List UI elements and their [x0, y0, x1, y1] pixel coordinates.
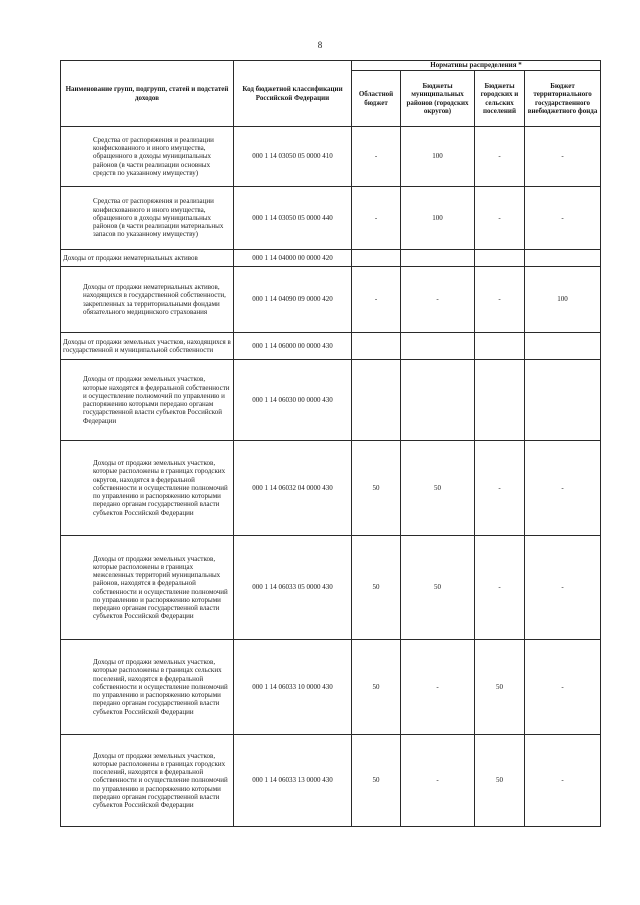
row-name: Средства от распоряжения и реализации конфискованного и иного имущества, обращенного в доходы муниципальных районов (в части реализации основных средств по указанному имуществу)	[61, 127, 234, 187]
header-settlements: Бюджеты городских и сельских поселений	[475, 71, 525, 127]
row-municipal: 100	[401, 187, 475, 250]
row-settlements: -	[475, 187, 525, 250]
row-regional	[352, 333, 401, 360]
row-settlements: 50	[475, 640, 525, 735]
row-municipal	[401, 250, 475, 267]
row-municipal	[401, 333, 475, 360]
row-code: 000 1 14 06030 00 0000 430	[234, 360, 352, 441]
row-municipal: 100	[401, 127, 475, 187]
row-tfoms: -	[525, 187, 601, 250]
row-name: Доходы от продажи нематериальных активов	[61, 250, 234, 267]
table-row	[61, 267, 601, 333]
table-row	[61, 250, 601, 267]
table-row	[61, 187, 601, 250]
row-name: Средства от распоряжения и реализации конфискованного и иного имущества, обращенного в доходы муниципальных районов (в части реализации материальных запасов по указанному имуществу)	[61, 187, 234, 250]
row-settlements	[475, 360, 525, 441]
row-tfoms: -	[525, 735, 601, 827]
header-tfoms: Бюджет территориального государственного внебюджетного фонда	[525, 71, 601, 127]
row-regional: 50	[352, 536, 401, 640]
row-tfoms	[525, 333, 601, 360]
row-name: Доходы от продажи земельных участков, которые расположены в границах сельских поселений, находятся в федеральной собственности и осуществление полномочий по управлению и распоряжению которыми передано органам государственной власти субъектов Российской Федерации	[61, 640, 234, 735]
row-name: Доходы от продажи земельных участков, которые находятся в федеральной собственности и осуществление полномочий по управлению и распоряжению которыми передано органам государственной власти субъектов Российской Федерации	[61, 360, 234, 441]
row-municipal	[401, 360, 475, 441]
row-tfoms: 100	[525, 267, 601, 333]
row-settlements: 50	[475, 735, 525, 827]
table-row	[61, 127, 601, 187]
row-regional: 50	[352, 441, 401, 536]
row-code: 000 1 14 06033 10 0000 430	[234, 640, 352, 735]
row-settlements	[475, 250, 525, 267]
row-name: Доходы от продажи земельных участков, которые расположены в границах межселенных территорий муниципальных районов, находятся в федеральной собственности и осуществление полномочий по управлению и распоряжению которыми передано органам государственной власти субъектов Российской Федерации	[61, 536, 234, 640]
row-tfoms: -	[525, 127, 601, 187]
header-name: Наименование групп, подгрупп, статей и подстатей доходов	[61, 61, 234, 127]
row-code: 000 1 14 04090 09 0000 420	[234, 267, 352, 333]
header-municipal: Бюджеты муниципальных районов (городских округов)	[401, 71, 475, 127]
table-row	[61, 640, 601, 735]
row-settlements: -	[475, 536, 525, 640]
table-row	[61, 536, 601, 640]
row-regional	[352, 250, 401, 267]
row-code: 000 1 14 04000 00 0000 420	[234, 250, 352, 267]
row-regional: 50	[352, 735, 401, 827]
row-settlements: -	[475, 267, 525, 333]
row-municipal: 50	[401, 441, 475, 536]
row-name: Доходы от продажи земельных участков, находящихся в государственной и муниципальной собственности	[61, 333, 234, 360]
row-code: 000 1 14 06033 05 0000 430	[234, 536, 352, 640]
row-regional	[352, 360, 401, 441]
row-regional: -	[352, 127, 401, 187]
row-municipal: 50	[401, 536, 475, 640]
row-name: Доходы от продажи земельных участков, которые расположены в границах городских округов, находятся в федеральной собственности и осуществление полномочий по управлению и распоряжению которыми передано органам государственной власти субъектов Российской Федерации	[61, 441, 234, 536]
row-code: 000 1 14 03050 05 0000 440	[234, 187, 352, 250]
row-regional: -	[352, 187, 401, 250]
header-code: Код бюджетной классификации Российской Федерации	[234, 61, 352, 127]
row-settlements: -	[475, 441, 525, 536]
row-municipal: -	[401, 735, 475, 827]
table-row	[61, 333, 601, 360]
row-code: 000 1 14 06000 00 0000 430	[234, 333, 352, 360]
budget-distribution-table	[60, 60, 601, 827]
row-code: 000 1 14 06033 13 0000 430	[234, 735, 352, 827]
row-code: 000 1 14 03050 05 0000 410	[234, 127, 352, 187]
table-row	[61, 735, 601, 827]
row-settlements: -	[475, 127, 525, 187]
table-row	[61, 441, 601, 536]
table-row	[61, 360, 601, 441]
row-tfoms	[525, 360, 601, 441]
row-name: Доходы от продажи нематериальных активов, находящихся в государственной собственности, закрепленных за территориальными фондами обязательного медицинского страхования	[61, 267, 234, 333]
row-tfoms: -	[525, 536, 601, 640]
row-tfoms	[525, 250, 601, 267]
row-regional: -	[352, 267, 401, 333]
header-regional: Областной бюджет	[352, 71, 401, 127]
page-number: 8	[317, 40, 323, 50]
row-name: Доходы от продажи земельных участков, которые расположены в границах городских поселений, находятся в федеральной собственности и осуществление полномочий по управлению и распоряжению которыми передано органам государственной власти субъектов Российской Федерации	[61, 735, 234, 827]
row-municipal: -	[401, 267, 475, 333]
header-group-title: Нормативы распределения *	[352, 61, 601, 71]
row-tfoms: -	[525, 441, 601, 536]
row-settlements	[475, 333, 525, 360]
row-regional: 50	[352, 640, 401, 735]
row-municipal: -	[401, 640, 475, 735]
row-code: 000 1 14 06032 04 0000 430	[234, 441, 352, 536]
row-tfoms: -	[525, 640, 601, 735]
